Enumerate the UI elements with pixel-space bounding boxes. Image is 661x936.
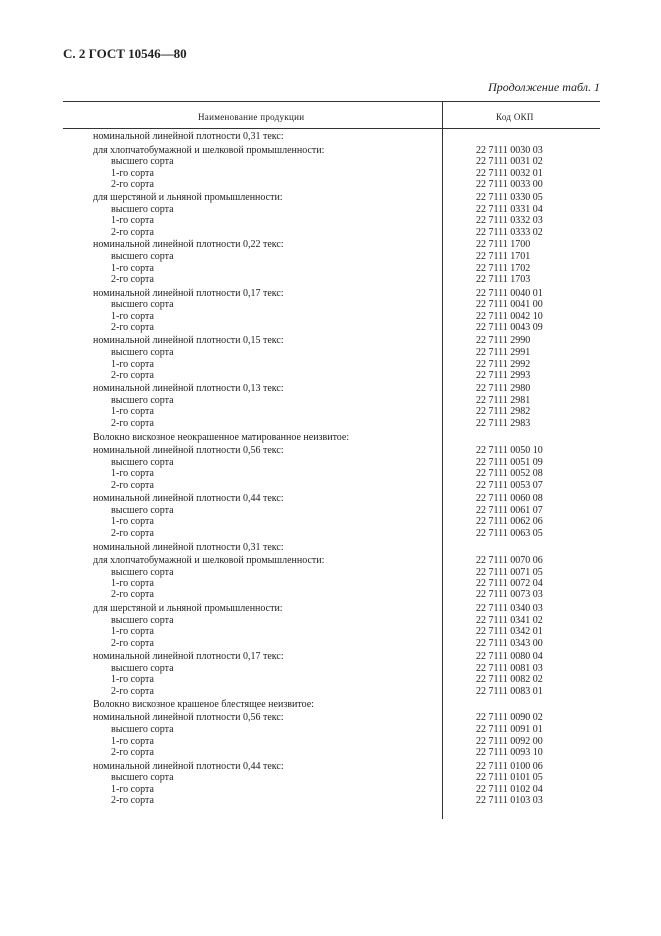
okp-code: 22 7111 0082 02 <box>476 674 543 685</box>
table-row <box>0 215 661 227</box>
product-name: номинальной линейной плотности 0,15 текс: <box>93 335 284 346</box>
product-name: высшего сорта <box>111 156 174 167</box>
product-name: 2-го сорта <box>111 528 154 539</box>
column-header-code: Код ОКП <box>496 112 534 122</box>
okp-code: 22 7111 2993 <box>476 370 531 381</box>
table-row <box>0 724 661 736</box>
product-name: номинальной линейной плотности 0,31 текс: <box>93 131 284 142</box>
table-row <box>0 131 661 143</box>
product-name: высшего сорта <box>111 299 174 310</box>
product-name: 2-го сорта <box>111 638 154 649</box>
table-row <box>0 699 661 711</box>
okp-code: 22 7111 2991 <box>476 347 531 358</box>
product-name: 1-го сорта <box>111 468 154 479</box>
product-name: 2-го сорта <box>111 322 154 333</box>
table-continuation-label: Продолжение табл. 1 <box>488 80 600 94</box>
table-row <box>0 542 661 554</box>
product-name: 2-го сорта <box>111 795 154 806</box>
table-row <box>0 516 661 528</box>
product-name: 1-го сорта <box>111 263 154 274</box>
product-name: 1-го сорта <box>111 359 154 370</box>
table-row <box>0 251 661 263</box>
table-row <box>0 626 661 638</box>
product-name: высшего сорта <box>111 615 174 626</box>
product-name: 2-го сорта <box>111 370 154 381</box>
product-name: номинальной линейной плотности 0,17 текс: <box>93 288 284 299</box>
product-name: 1-го сорта <box>111 626 154 637</box>
okp-code: 22 7111 0332 03 <box>476 215 543 226</box>
okp-code: 22 7111 0043 09 <box>476 322 543 333</box>
table-row <box>0 299 661 311</box>
product-name: для хлопчатобумажной и шелковой промышленности: <box>93 145 325 156</box>
table-row <box>0 406 661 418</box>
okp-code: 22 7111 2990 <box>476 335 531 346</box>
okp-code: 22 7111 0343 00 <box>476 638 543 649</box>
okp-code: 22 7111 0053 07 <box>476 480 543 491</box>
okp-code: 22 7111 0042 10 <box>476 311 543 322</box>
table-row <box>0 156 661 168</box>
okp-code: 22 7111 0051 09 <box>476 457 543 468</box>
table-row <box>0 432 661 444</box>
okp-code: 22 7111 0052 08 <box>476 468 543 479</box>
product-name: 2-го сорта <box>111 179 154 190</box>
okp-code: 22 7111 1702 <box>476 263 531 274</box>
okp-code: 22 7111 0071 05 <box>476 567 543 578</box>
product-name: высшего сорта <box>111 457 174 468</box>
table-row <box>0 686 661 698</box>
table-row <box>0 651 661 663</box>
product-name: 1-го сорта <box>111 311 154 322</box>
product-name: номинальной линейной плотности 0,44 текс: <box>93 761 284 772</box>
okp-code: 22 7111 0073 03 <box>476 589 543 600</box>
okp-code: 22 7111 0083 01 <box>476 686 543 697</box>
table-row <box>0 603 661 615</box>
okp-code: 22 7111 2980 <box>476 383 531 394</box>
product-name: номинальной линейной плотности 0,13 текс: <box>93 383 284 394</box>
table-row <box>0 322 661 334</box>
table-row <box>0 445 661 457</box>
product-name: высшего сорта <box>111 347 174 358</box>
table-row <box>0 712 661 724</box>
table-row <box>0 383 661 395</box>
okp-code: 22 7111 0330 05 <box>476 192 543 203</box>
product-name: номинальной линейной плотности 0,22 текс: <box>93 239 284 250</box>
table-row <box>0 192 661 204</box>
okp-code: 22 7111 0060 08 <box>476 493 543 504</box>
okp-code: 22 7111 0050 10 <box>476 445 543 456</box>
product-name: 1-го сорта <box>111 736 154 747</box>
table-row <box>0 274 661 286</box>
table-row <box>0 638 661 650</box>
product-name: высшего сорта <box>111 567 174 578</box>
product-name: для шерстяной и льняной промышленности: <box>93 603 283 614</box>
okp-code: 22 7111 0032 01 <box>476 168 543 179</box>
product-name: номинальной линейной плотности 0,44 текс: <box>93 493 284 504</box>
okp-code: 22 7111 0101 05 <box>476 772 543 783</box>
product-name: высшего сорта <box>111 724 174 735</box>
product-name: номинальной линейной плотности 0,17 текс: <box>93 651 284 662</box>
okp-code: 22 7111 0063 05 <box>476 528 543 539</box>
product-name: высшего сорта <box>111 505 174 516</box>
table-row <box>0 747 661 759</box>
product-name: 2-го сорта <box>111 418 154 429</box>
okp-code: 22 7111 2992 <box>476 359 531 370</box>
okp-code: 22 7111 0033 00 <box>476 179 543 190</box>
product-name: номинальной линейной плотности 0,56 текс: <box>93 712 284 723</box>
okp-code: 22 7111 0331 04 <box>476 204 543 215</box>
okp-code: 22 7111 0031 02 <box>476 156 543 167</box>
table-row <box>0 795 661 807</box>
okp-code: 22 7111 0100 06 <box>476 761 543 772</box>
table-row <box>0 179 661 191</box>
product-name: Волокно вискозное неокрашенное матированное неизвитое: <box>93 432 350 443</box>
table-row <box>0 239 661 251</box>
product-name: Волокно вискозное крашеное блестящее неизвитое: <box>93 699 314 710</box>
product-name: для хлопчатобумажной и шелковой промышленности: <box>93 555 325 566</box>
okp-code: 22 7111 1701 <box>476 251 531 262</box>
column-header-name: Наименование продукции <box>198 112 305 122</box>
okp-code: 22 7111 0340 03 <box>476 603 543 614</box>
product-name: высшего сорта <box>111 772 174 783</box>
product-name: 1-го сорта <box>111 784 154 795</box>
okp-code: 22 7111 0061 07 <box>476 505 543 516</box>
okp-code: 22 7111 0041 00 <box>476 299 543 310</box>
table-row <box>0 418 661 430</box>
okp-code: 22 7111 0091 01 <box>476 724 543 735</box>
product-name: номинальной линейной плотности 0,31 текс: <box>93 542 284 553</box>
okp-code: 22 7111 0080 04 <box>476 651 543 662</box>
okp-code: 22 7111 0072 04 <box>476 578 543 589</box>
okp-code: 22 7111 1700 <box>476 239 531 250</box>
product-name: высшего сорта <box>111 395 174 406</box>
okp-code: 22 7111 0081 03 <box>476 663 543 674</box>
okp-code: 22 7111 0341 02 <box>476 615 543 626</box>
product-name: высшего сорта <box>111 204 174 215</box>
okp-code: 22 7111 2983 <box>476 418 531 429</box>
table-row <box>0 528 661 540</box>
okp-code: 22 7111 0103 03 <box>476 795 543 806</box>
product-name: 2-го сорта <box>111 747 154 758</box>
table-row <box>0 589 661 601</box>
okp-code: 22 7111 0092 00 <box>476 736 543 747</box>
product-name: 1-го сорта <box>111 674 154 685</box>
product-name: 1-го сорта <box>111 578 154 589</box>
table-row <box>0 674 661 686</box>
product-name: 2-го сорта <box>111 274 154 285</box>
product-name: 2-го сорта <box>111 227 154 238</box>
page-header: С. 2 ГОСТ 10546—80 <box>63 46 187 61</box>
okp-code: 22 7111 1703 <box>476 274 531 285</box>
product-name: для шерстяной и льняной промышленности: <box>93 192 283 203</box>
okp-code: 22 7111 0040 01 <box>476 288 543 299</box>
table-row <box>0 772 661 784</box>
okp-code: 22 7111 0102 04 <box>476 784 543 795</box>
product-name: 1-го сорта <box>111 168 154 179</box>
table-row <box>0 555 661 567</box>
product-name: высшего сорта <box>111 251 174 262</box>
okp-code: 22 7111 2982 <box>476 406 531 417</box>
okp-code: 22 7111 0090 02 <box>476 712 543 723</box>
table-row <box>0 335 661 347</box>
product-name: номинальной линейной плотности 0,56 текс: <box>93 445 284 456</box>
okp-code: 22 7111 0342 01 <box>476 626 543 637</box>
table-row <box>0 227 661 239</box>
okp-code: 22 7111 2981 <box>476 395 531 406</box>
product-name: 1-го сорта <box>111 406 154 417</box>
okp-code: 22 7111 0030 03 <box>476 145 543 156</box>
product-name: 2-го сорта <box>111 589 154 600</box>
product-name: высшего сорта <box>111 663 174 674</box>
table-row <box>0 370 661 382</box>
okp-code: 22 7111 0062 06 <box>476 516 543 527</box>
okp-code: 22 7111 0070 06 <box>476 555 543 566</box>
table-row <box>0 468 661 480</box>
product-name: 2-го сорта <box>111 480 154 491</box>
table-row <box>0 493 661 505</box>
table-row <box>0 347 661 359</box>
okp-code: 22 7111 0093 10 <box>476 747 543 758</box>
product-name: 2-го сорта <box>111 686 154 697</box>
product-name: 1-го сорта <box>111 516 154 527</box>
product-name: 1-го сорта <box>111 215 154 226</box>
okp-code: 22 7111 0333 02 <box>476 227 543 238</box>
table-row <box>0 480 661 492</box>
